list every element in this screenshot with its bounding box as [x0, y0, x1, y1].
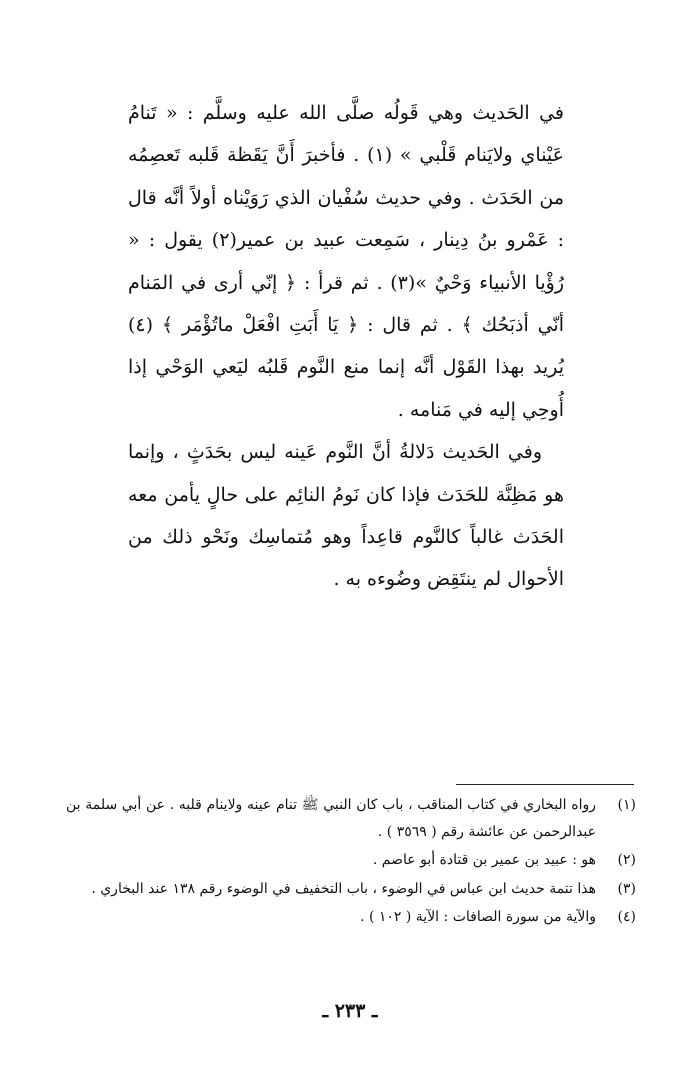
- footnote-text: والآية من سورة الصافات : الآية ( ١٠٢ ) .: [360, 909, 596, 925]
- footnote-number: (٤): [617, 909, 636, 925]
- paragraph-hadith-commentary: في الحَديث وهي قَولُه صلَّى الله عليه وسلَّم : « تَنامُ عَيْناي ولايَنام قَلْبي » (١) . فأخبرَ أَنَّ يَقَظة قَلبه تَعصِمُه من الحَدَث . وفي حديث سُفْيان الذي رَوَيْناه أولاً أنَّه قال : عَمْرو بنُ دِينار ، سَمِعت عبيد بن عمير(٢) يقول : « رُؤْيا الأنبياء وَحْيٌ »(٣) . ثم قرأ : ﴿ إنّي أرى في المَنام أنّي أذبَحُك ﴾ . ثم قال : ﴿ يَا أَبَتِ افْعَلْ ماتُؤْمَر ﴾ (٤) يُريد بهذا القَوْل أنَّه إنما منع النَّوم قَلبُه ليَعي الوَحْي إذا أُوحِي إليه في مَنامه .: [128, 102, 565, 421]
- footnotes-section: [66, 792, 636, 933]
- footnote-3: [66, 876, 636, 903]
- paragraph-sleep-ruling: وفي الحَديث دَلالةُ أنَّ النَّوم عَينه ليس بحَدَثٍ ، وإنما هو مَظِنَّة للحَدَث فإذا كان نَومُ النائِم على حالٍ يأمن معه الحَدَث غالباً كالنَّوم قاعِداً وهو مُتماسِك ونَحْو ذلك من الأحوال لم ينتَقِض وضُوءه به .: [128, 441, 564, 591]
- footnote-4: [66, 904, 636, 931]
- footnote-2: [66, 847, 636, 874]
- footnote-number: (٣): [617, 880, 636, 897]
- footnote-divider: [456, 784, 634, 785]
- page-number: ـ ٢٣٣ ـ: [322, 1000, 378, 1022]
- footnote-text: هذا تتمة حديث ابن عباس في الوضوء ، باب التخفيف في الوضوء رقم ١٣٨ عند البخاري .: [91, 880, 596, 897]
- main-text-block: [128, 92, 564, 601]
- footnote-text: هو : عبيد بن عمير بن قتادة أبو عاصم .: [372, 852, 596, 868]
- footnote-text: رواه البخاري في كتاب المناقب ، باب كان النبي ﷺ تنام عينه ولاينام قلبه . عن أبي سلمة بن عبدالرحمن عن عائشة رقم ( ٣٥٦٩ ) .: [66, 797, 596, 840]
- footnote-1: [66, 792, 636, 845]
- footnote-number: (١): [617, 797, 636, 813]
- footnote-number: (٢): [617, 852, 636, 868]
